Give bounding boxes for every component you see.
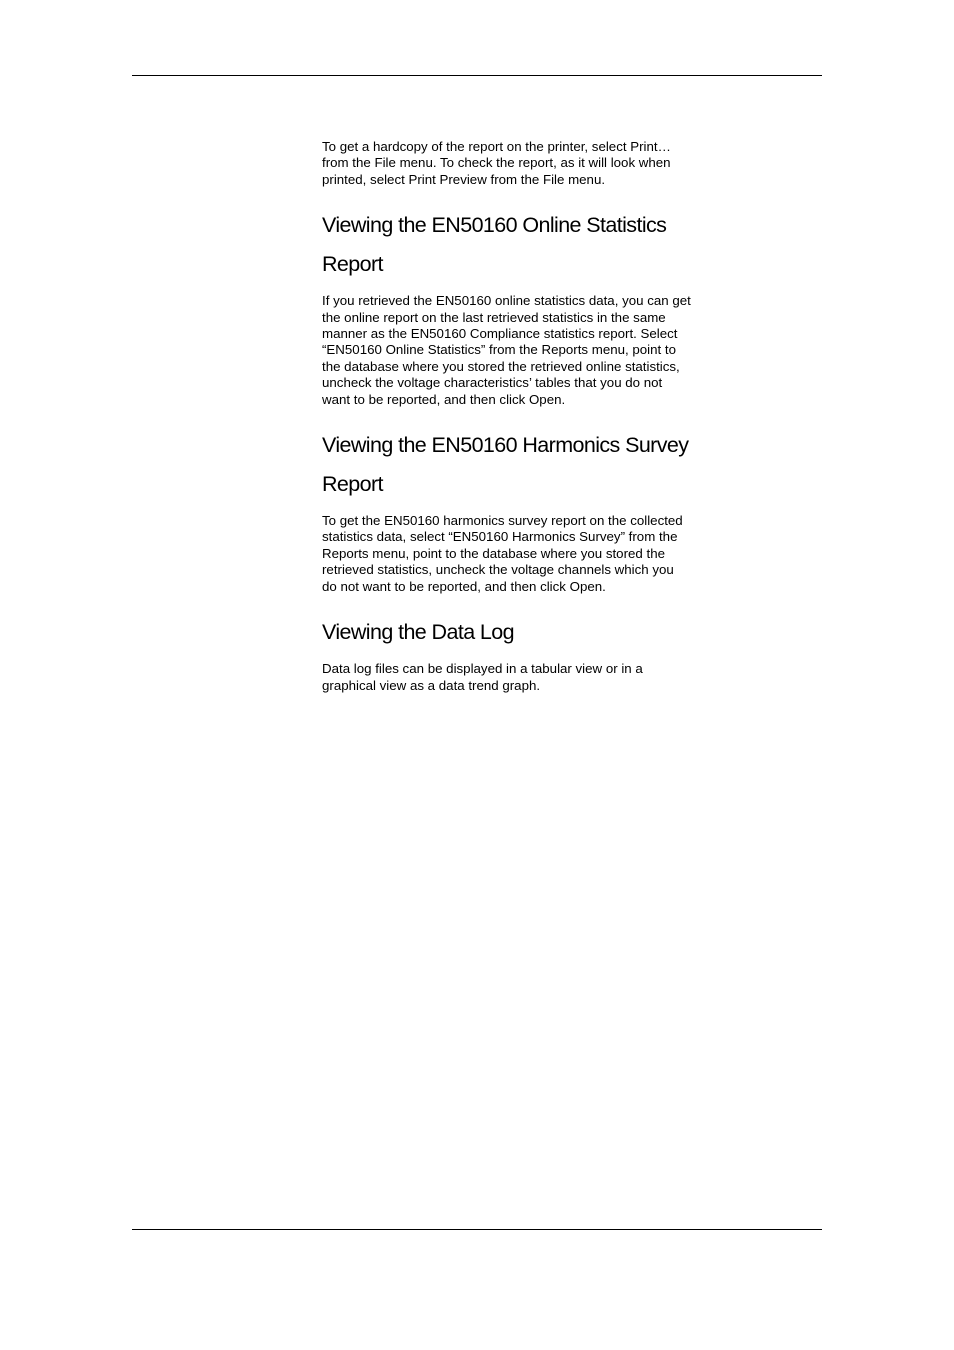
online-statistics-heading: Viewing the EN50160 Online Statistics Report (322, 213, 667, 277)
harmonics-survey-paragraph: To get the EN50160 harmonics survey report on the collected statistics data, select “EN50160 Harmonics Survey” from the Reports menu, point to the database where you stored the retrieved statistics, uncheck the voltage channels which you do not want to be reported, and then click Open. (322, 513, 683, 594)
data-log-paragraph: Data log files can be displayed in a tabular view or in a graphical view as a data trend graph. (322, 661, 643, 693)
page-content (322, 139, 732, 694)
data-log-heading: Viewing the Data Log (322, 620, 514, 645)
header-rule (132, 75, 822, 76)
intro-paragraph: To get a hardcopy of the report on the printer, select Print… from the File menu. To check the report, as it will look when printed, select Print Preview from the File menu. (322, 139, 671, 187)
footer-rule (132, 1229, 822, 1230)
harmonics-survey-heading: Viewing the EN50160 Harmonics Survey Report (322, 433, 689, 497)
online-statistics-paragraph: If you retrieved the EN50160 online statistics data, you can get the online report on the last retrieved statistics in the same manner as the EN50160 Compliance statistics report. Select “EN50160 Online Statistics” from the Reports menu, point to the database where you stored the retrieved online statistics, uncheck the voltage characteristics’ tables that you do not want to be reported, and then click Open. (322, 293, 691, 407)
